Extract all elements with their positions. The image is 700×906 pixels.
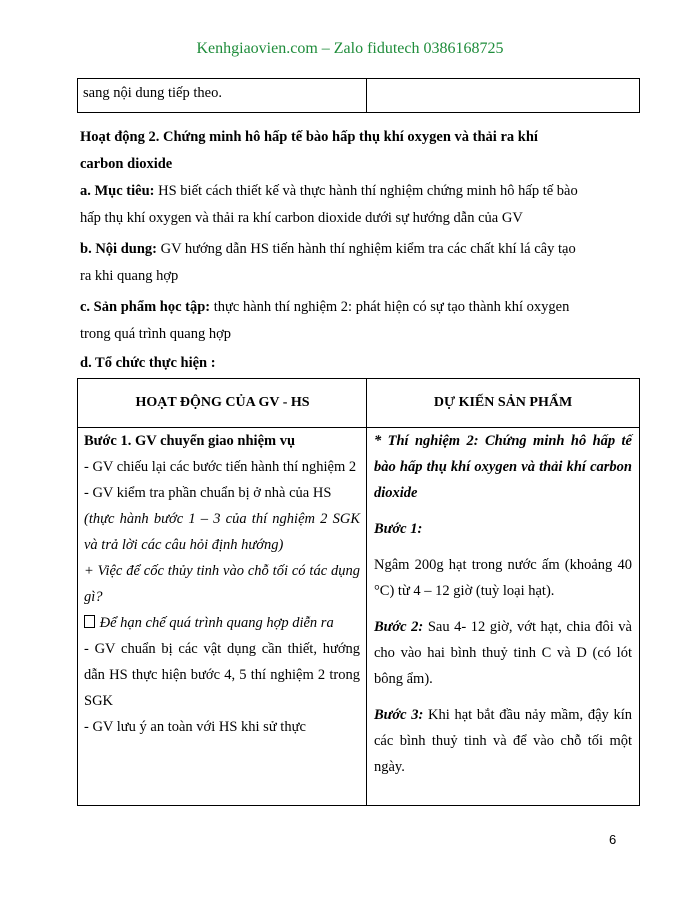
expected-products xyxy=(374,428,632,780)
step3-label: Bước 3: xyxy=(374,707,424,723)
step2-text: Sau 4- 12 giờ, vớt hạt, chia đôi và cho vào hai bình thuỷ tinh C và D (có lót bông ẩm). xyxy=(374,619,632,687)
step1-heading: Bước 1. GV chuyển giao nhiệm vụ xyxy=(84,433,296,449)
organization-heading xyxy=(80,350,640,377)
table-header-row xyxy=(78,379,639,428)
activity-title xyxy=(80,124,640,178)
activity-title-line2: carbon dioxide xyxy=(80,156,173,172)
objective-label: a. Mục tiêu: xyxy=(80,183,155,199)
objective-text-1: HS biết cách thiết kế và thực hành thí nghiệm chứng minh hô hấp tế bào xyxy=(154,183,578,199)
step3-text: Khi hạt bắt đầu nảy mầm, đậy kín các bình thuỷ tinh và để vào chỗ tối một ngày. xyxy=(374,707,632,775)
table-header-expected-products: DỰ KIẾN SẢN PHẨM xyxy=(433,395,573,410)
teacher-student-activities xyxy=(84,428,360,740)
product-text-1: thực hành thí nghiệm 2: phát hiện có sự tạo thành khí oxygen xyxy=(210,299,570,315)
organization-label: d. Tổ chức thực hiện : xyxy=(80,355,216,371)
product-paragraph xyxy=(80,294,640,348)
step2-label: Bước 2: xyxy=(374,619,424,635)
content-label: b. Nội dung: xyxy=(80,241,157,257)
question-line: + Việc để cốc thủy tinh vào chỗ tối có tác dụng gì? xyxy=(84,563,360,605)
activity-line-5: - GV chuẩn bị các vật dụng cần thiết, hướng dẫn HS thực hiện bước 4, 5 thí nghiệm 2 trong SGK xyxy=(84,641,360,709)
column-divider xyxy=(366,379,367,805)
content-text-1: GV hướng dẫn HS tiến hành thí nghiệm kiểm tra các chất khí lá cây tạo xyxy=(156,241,576,257)
activity-title-line1: Hoạt động 2. Chứng minh hô hấp tế bào hấp thụ khí oxygen và thải ra khí xyxy=(80,129,538,145)
continuation-table xyxy=(77,78,640,113)
table-header-activities: HOẠT ĐỘNG CỦA GV - HS xyxy=(135,395,310,410)
content-paragraph xyxy=(80,236,640,290)
activity-line-2-italic: (thực hành bước 1 – 3 của thí nghiệm 2 SGK và trả lời các câu hỏi định hướng) xyxy=(84,511,360,553)
activity-line-6: - GV lưu ý an toàn với HS khi sử thực xyxy=(84,719,306,735)
activity-line-1: - GV chiếu lại các bước tiến hành thí nghiệm 2 xyxy=(84,459,357,475)
product-text-2: trong quá trình quang hợp xyxy=(80,326,232,342)
activity-table xyxy=(77,378,640,806)
answer-line: Để hạn chế quá trình quang hợp diễn ra xyxy=(84,610,360,636)
objective-text-2: hấp thụ khí oxygen và thải ra khí carbon dioxide dưới sự hướng dẫn của GV xyxy=(80,210,523,226)
content-text-2: ra khi quang hợp xyxy=(80,268,179,284)
activity-line-2: - GV kiểm tra phần chuẩn bị ở nhà của HS xyxy=(84,485,332,501)
step1-text: Ngâm 200g hạt trong nước ấm (khoảng 40 °C) từ 4 – 12 giờ (tuỳ loại hạt). xyxy=(374,557,632,599)
step1-label: Bước 1: xyxy=(374,521,423,537)
product-label: c. Sản phẩm học tập: xyxy=(80,299,211,315)
page-header: Kenhgiaovien.com – Zalo fidutech 0386168725 xyxy=(196,40,504,57)
checkbox-bullet-icon xyxy=(84,615,95,628)
continuation-cell-left: sang nội dung tiếp theo. xyxy=(78,79,367,112)
objective-paragraph xyxy=(80,178,640,232)
experiment-title: * Thí nghiệm 2: Chứng minh hô hấp tế bào hấp thụ khí oxygen và thải khí carbon dioxide xyxy=(374,433,632,501)
page-number: 6 xyxy=(609,832,617,847)
continuation-cell-right xyxy=(367,79,639,112)
